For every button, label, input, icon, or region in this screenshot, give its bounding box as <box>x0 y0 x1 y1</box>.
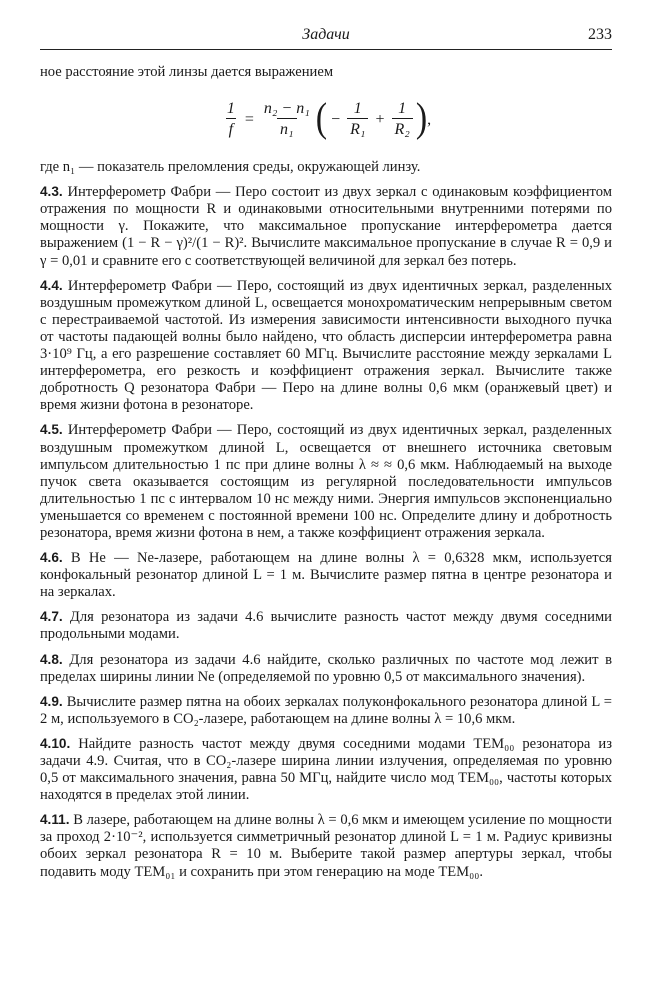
page-header <box>40 22 612 48</box>
page-body <box>40 64 612 881</box>
formula-f3-den: R₂ <box>392 118 413 138</box>
problem-text: Интерферометр Фабри — Перо, состоящий из двух идентичных зеркал, разделенных воздушным промежутком длиной L, освещается от внешнего источника световым импульсом длительностью 1 пс при длине волны λ ≈ ≈ 0,6 мкм. Наблюдаемый на выходе пучок света оказывается состоящим из регулярной последовательности импульсов длительностью 1 пс с интервалом 10 нс между ними. Энергия импульсов экспоненциально уменьшается со временем с постоянной времени 100 нс. Определите длину и добротность резонатора, время жизни фотона в нем, а также коэффициент отражения зеркала. <box>40 422 612 541</box>
problem-number: 4.7. <box>40 609 63 625</box>
formula-comma: , <box>427 110 432 128</box>
problem-number: 4.4. <box>40 277 63 293</box>
formula-f1-den: n₁ <box>277 118 297 138</box>
problem-number: 4.11. <box>40 812 70 828</box>
problem-number: 4.5. <box>40 422 63 438</box>
problem-number: 4.9. <box>40 693 63 709</box>
problem-text: Для резонатора из задачи 4.6 найдите, сколько различных по частоте мод лежит в пределах ширины линии Ne (определяемой по уровню 0,5 от максимального значения). <box>40 651 612 685</box>
formula-f3-num: 1 <box>398 100 407 117</box>
problem-text: Для резонатора из задачи 4.6 вычислите разность частот между двумя соседними продольными модами. <box>40 609 612 643</box>
problem-4-4 <box>40 277 612 415</box>
problem-number: 4.3. <box>40 184 63 200</box>
problem-4-5 <box>40 421 612 542</box>
problem-4-7 <box>40 608 612 643</box>
problem-number: 4.8. <box>40 651 63 667</box>
problem-text: Найдите разность частот между двумя соседними модами TEM₀₀ резонатора из задачи 4.9. Считая, что в CO₂-лазере ширина линии излучения, определяемая по уровню 0,5 от максимального значения, равна 50 МГц, найдите число мод TEM₀₀, частоты которых находятся в пределах этой линии. <box>40 735 612 804</box>
formula-index-fraction <box>261 100 313 138</box>
problem-4-3 <box>40 183 612 269</box>
formula-lhs-num: 1 <box>226 100 235 117</box>
formula-f1-num: n₂ − n₁ <box>263 100 310 117</box>
problem-4-11 <box>40 811 612 880</box>
formula-lhs <box>224 100 238 138</box>
formula-equals: = <box>244 110 254 128</box>
formula-plus: + <box>375 110 385 128</box>
problem-number: 4.10. <box>40 735 71 751</box>
problem-4-9 <box>40 693 612 728</box>
problem-text: Вычислите размер пятна на обоих зеркалах полуконфокального резонатора длиной L = 2 м, используемого в CO₂-лазере, работающем на длине волны λ = 10,6 мкм. <box>40 693 612 727</box>
formula-r2-fraction <box>392 100 413 138</box>
formula-r1-fraction <box>347 100 368 138</box>
problem-text: Интерферометр Фабри — Перо состоит из двух зеркал с одинаковым коэффициентом отражения по мощности R и одинаковыми относительными внутренними потерями по мощности γ. Покажите, что максимальное пропускание интерферометра дается выражением (1 − R − γ)²/(1 − R)². Вычислите максимальное пропускание в случае R = 0,9 и γ = 0,01 и сравните его с соответствующей величиной для зеркал без потерь. <box>40 184 612 269</box>
intro-line: ное расстояние этой линзы дается выражением <box>40 64 334 80</box>
problem-text: В He — Ne-лазере, работающем на длине волны λ = 0,6328 мкм, используется конфокальный резонатор длиной L = 1 м. Вычислите размер пятна в центре резонатора и на зеркалах. <box>40 550 612 601</box>
problem-4-6 <box>40 549 612 601</box>
formula-f2-den: R₁ <box>347 118 368 138</box>
header-rule <box>40 49 612 50</box>
formula-open-paren: ( <box>315 96 328 141</box>
problem-4-8 <box>40 651 612 686</box>
formula-close-paren: ) <box>415 96 428 141</box>
formula-minus: − <box>331 110 341 128</box>
problem-text: Интерферометр Фабри — Перо, состоящий из двух идентичных зеркал, разделенных воздушным промежутком длиной L, освещается монохроматическим непрерывным светом с перестраиваемой частотой. Из измерения зависимости интенсивности выходного пучка от частоты падающей волны было найдено, что область дисперсии интерферометра равна 3·10⁹ Гц, а его разрешение составляет 60 МГц. Вычислите расстояние между зеркалами L интерферометра, его резкость и коэффициент отражения зеркал. Вычислите также добротность Q резонатора Фабри — Перо на длине волны 0,6 мкм (оранжевый цвет) и время жизни фотона в резонаторе. <box>40 277 612 414</box>
intro-after: где n₁ — показатель преломления среды, окружающей линзу. <box>40 159 421 176</box>
page-number: 233 <box>588 26 612 43</box>
problem-number: 4.6. <box>40 550 63 566</box>
problem-4-10 <box>40 735 612 804</box>
lens-formula <box>40 83 612 155</box>
problem-text: В лазере, работающем на длине волны λ = 0,6 мкм и имеющем усиление по мощности за проход 2·10⁻², используется симметричный резонатор длиной L = 1 м. Радиус кривизны обоих зеркал резонатора R = 10 м. Выберите такой размер апертуры зеркал, чтобы подавить моду TEM₀₁ и сохранить при этом генерацию на моде TEM₀₀. <box>40 812 612 880</box>
running-title: Задачи <box>302 26 350 43</box>
formula-f2-num: 1 <box>353 100 362 117</box>
formula-lhs-den: f <box>226 118 236 138</box>
